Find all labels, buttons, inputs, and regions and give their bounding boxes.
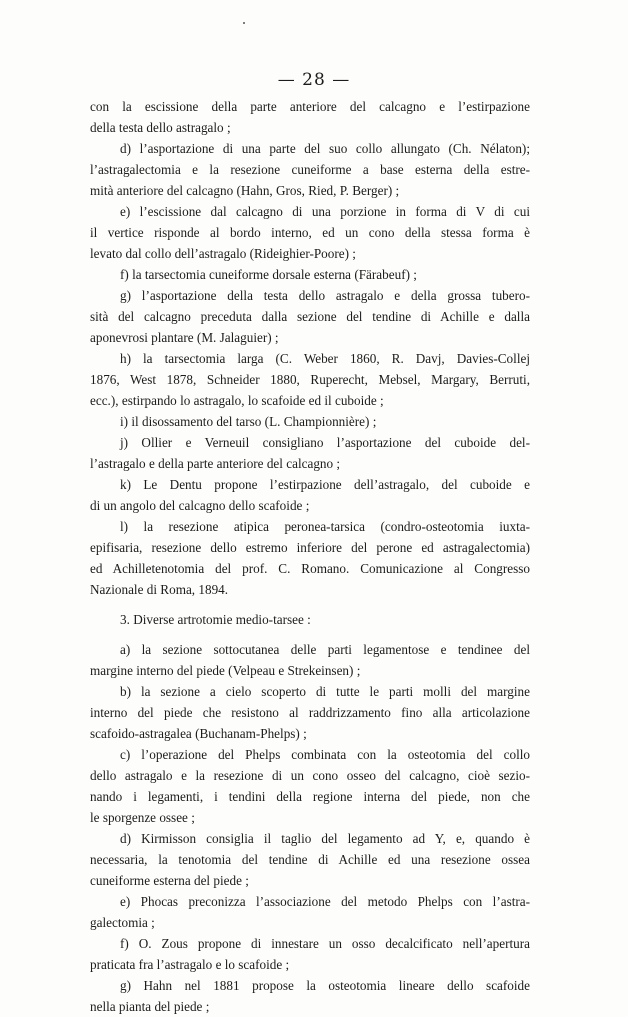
text-line: levato dal collo dell’astragalo (Rideighier-Poore) ; <box>90 246 356 261</box>
text-line: e) l’escissione dal calcagno di una porzione in forma di V di cui <box>120 204 530 219</box>
text-line: scafoido-astragalea (Buchanam-Phelps) ; <box>90 726 307 741</box>
text-line: il vertice risponde al bordo interno, ed un cono della stessa forma è <box>90 225 530 240</box>
paragraph-gap <box>90 600 530 609</box>
text-line: nando i legamenti, i tendini della regione interna del piede, non che <box>90 789 530 804</box>
text-line: 3. Diverse artrotomie medio-tarsee : <box>120 612 311 627</box>
text-line: g) Hahn nel 1881 propose la osteotomia lineare dello scafoide <box>120 978 530 993</box>
text-line: margine interno del piede (Velpeau e Strekeinsen) ; <box>90 663 361 678</box>
paragraph-gap <box>90 630 530 639</box>
text-line: b) la sezione a cielo scoperto di tutte le parti molli del margine <box>120 684 530 699</box>
text-line: h) la tarsectomia larga (C. Weber 1860, R. Davj, Davies-Collej <box>120 351 530 366</box>
text-line: l’astragalectomia e la resezione cuneiforme a base esterna della estre- <box>90 162 530 177</box>
text-line: della testa dello astragalo ; <box>90 120 231 135</box>
text-line: con la escissione della parte anteriore del calcagno e l’estirpazione <box>90 99 530 114</box>
text-line: f) la tarsectomia cuneiforme dorsale esterna (Färabeuf) ; <box>120 267 417 282</box>
text-line: necessaria, la tenotomia del tendine di Achille ed una resezione ossea <box>90 852 530 867</box>
text-line: dello astragalo e la resezione di un cono osseo del calcagno, cioè sezio- <box>90 768 530 783</box>
text-line: praticata fra l’astragalo e lo scafoide ; <box>90 957 290 972</box>
text-line: e) Phocas preconizza l’associazione del metodo Phelps con l’astra- <box>120 894 530 909</box>
text-line: l) la resezione atipica peronea-tarsica (condro-osteotomia iuxta- <box>120 519 530 534</box>
text-line: cuneiforme esterna del piede ; <box>90 873 249 888</box>
text-line: 1876, West 1878, Schneider 1880, Ruperecht, Mebsel, Margary, Berruti, <box>90 372 530 387</box>
text-line: aponevrosi plantare (M. Jalaguier) ; <box>90 330 279 345</box>
text-line: f) O. Zous propone di innestare un osso decalcificato nell’apertura <box>120 936 530 951</box>
text-line: galectomia ; <box>90 915 155 930</box>
page-number: — 28 — <box>277 70 351 90</box>
body-text <box>90 96 530 1017</box>
text-line: Nazionale di Roma, 1894. <box>90 582 229 597</box>
text-line: d) Kirmisson consiglia il taglio del legamento ad Y, e, quando è <box>120 831 530 846</box>
text-line: d) l’asportazione di una parte del suo collo allungato (Ch. Nélaton); <box>120 141 530 156</box>
text-line: k) Le Dentu propone l’estirpazione dell’astragalo, del cuboide e <box>120 477 530 492</box>
text-line: c) l’operazione del Phelps combinata con la osteotomia del collo <box>120 747 530 762</box>
text-line: ed Achilletenotomia del prof. C. Romano. Comunicazione al Congresso <box>90 561 530 576</box>
text-line: mità anteriore del calcagno (Hahn, Gros, Ried, P. Berger) ; <box>90 183 400 198</box>
text-line: interno del piede che resistono al raddrizzamento fino alla articolazione <box>90 705 530 720</box>
text-line: nella pianta del piede ; <box>90 999 210 1014</box>
text-line: j) Ollier e Verneuil consigliano l’asportazione del cuboide del- <box>120 435 530 450</box>
text-line: i) il disossamento del tarso (L. Championnière) ; <box>120 414 377 429</box>
speck <box>243 22 245 24</box>
text-line: a) la sezione sottocutanea delle parti legamentose e tendinee del <box>120 642 530 657</box>
text-line: l’astragalo e della parte anteriore del calcagno ; <box>90 456 341 471</box>
text-line: di un angolo del calcagno dello scafoide ; <box>90 498 310 513</box>
text-line: le sporgenze ossee ; <box>90 810 195 825</box>
text-line: epifisaria, resezione dello estremo inferiore del perone ed astragalectomia) <box>90 540 530 555</box>
text-line: sità del calcagno preceduta dalla sezione del tendine di Achille e dalla <box>90 309 530 324</box>
text-line: ecc.), estirpando lo astragalo, lo scafoide ed il cuboide ; <box>90 393 384 408</box>
text-line: g) l’asportazione della testa dello astragalo e della grossa tubero- <box>120 288 530 303</box>
